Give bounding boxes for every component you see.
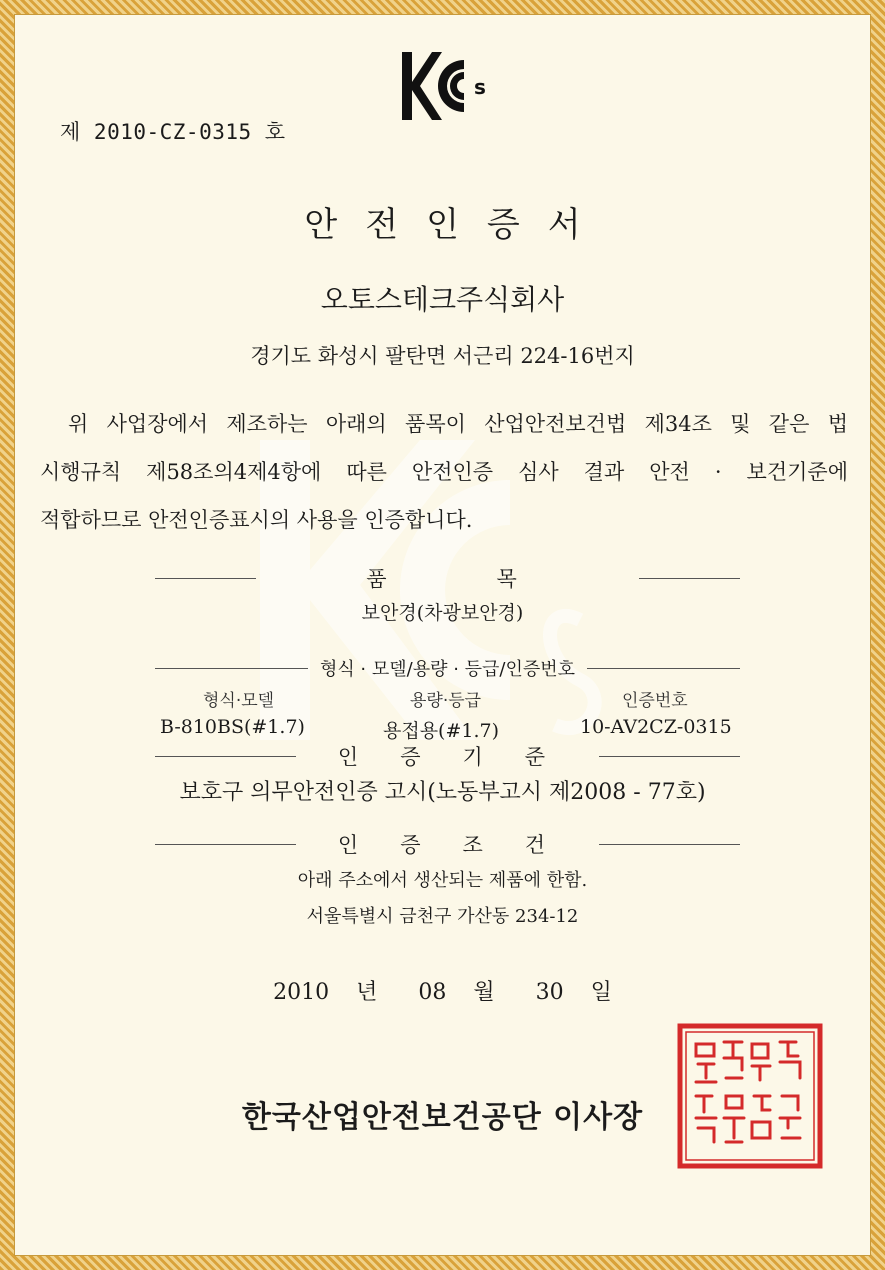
- company-address: 경기도 화성시 팔탄면 서근리 224-16번지: [250, 344, 635, 368]
- kcs-logo-icon: [402, 50, 492, 122]
- divider: [155, 578, 256, 579]
- standard-value: 보호구 의무안전인증 고시(노동부고시 제2008 - 77호): [179, 780, 706, 805]
- cert-number-column-label: 인증번호: [622, 691, 688, 711]
- standard-section-heading: [155, 744, 740, 768]
- logo-s-letter: s: [474, 75, 486, 99]
- company-name: 오토스테크주식회사: [320, 283, 565, 316]
- divider: [155, 844, 296, 845]
- item-value: 보안경(차광보안경): [361, 602, 524, 624]
- body-line-3: 적합하므로 안전인증표시의 사용을 인증합니다.: [40, 508, 473, 532]
- condition-line-2: 서울특별시 금천구 가산동 234-12: [306, 906, 579, 927]
- date-year-unit: 년: [356, 980, 378, 1005]
- divider: [155, 668, 308, 669]
- model-column-label: 형식·모델: [203, 691, 275, 711]
- date-day-unit: 일: [590, 980, 612, 1005]
- grade-column-label: 용량·등급: [410, 691, 482, 711]
- grade-value: 용접용(#1.7): [383, 720, 500, 742]
- certificate-title: 안전인증서: [304, 205, 609, 245]
- model-heading-label: 형식 · 모델/용량 · 등급/인증번호: [319, 659, 576, 680]
- condition-heading-label: 인증조건: [337, 833, 588, 857]
- divider: [639, 578, 740, 579]
- issue-date: [0, 975, 885, 1006]
- date-month: 08: [418, 980, 447, 1005]
- date-year: 2010: [273, 980, 330, 1005]
- issuer-name: 한국산업안전보건공단 이사장: [241, 1100, 644, 1135]
- divider: [587, 668, 740, 669]
- condition-section-heading: [155, 832, 740, 856]
- official-seal-icon: [676, 1022, 824, 1170]
- model-value: B-810BS(#1.7): [160, 716, 305, 738]
- body-line-2: 시행규칙 제58조의4제4항에 따른 안전인증 심사 결과 안전 · 보건기준에: [40, 460, 848, 484]
- condition-line-1: 아래 주소에서 생산되는 제품에 한함.: [297, 870, 588, 891]
- body-line-1: 위 사업장에서 제조하는 아래의 품목이 산업안전보건법 제34조 및 같은 법: [68, 412, 848, 436]
- divider: [599, 844, 740, 845]
- certificate-number: 제 2010-CZ-0315 호: [60, 120, 286, 144]
- date-day: 30: [535, 980, 564, 1005]
- cert-number-value: 10-AV2CZ-0315: [580, 716, 732, 738]
- date-month-unit: 월: [473, 980, 495, 1005]
- divider: [599, 756, 740, 757]
- item-section-heading: [155, 566, 740, 590]
- standard-heading-label: 인증기준: [337, 745, 588, 769]
- model-section-heading: [155, 656, 740, 680]
- item-heading-label: 품목: [366, 567, 627, 591]
- divider: [155, 756, 296, 757]
